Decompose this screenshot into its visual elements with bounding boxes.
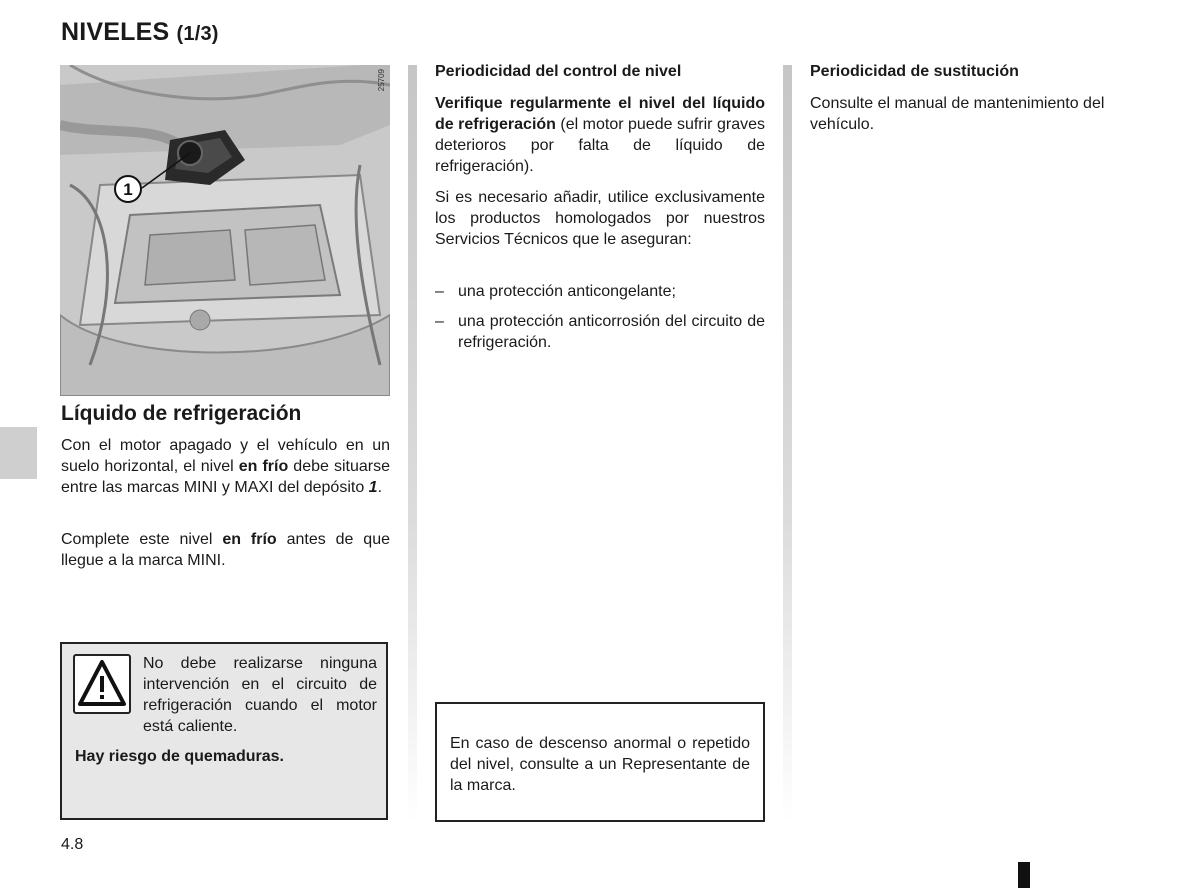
reference-number: 1: [368, 479, 378, 496]
warning-box: [60, 642, 388, 820]
text-run: Con el motor apagado y el vehículo en un suelo horizontal, el nivel: [61, 437, 390, 475]
warning-triangle-icon: [73, 654, 131, 714]
list-item: – una protección anticorrosión del circuito de refrigeración.: [435, 311, 765, 353]
text-run-bold: en frío: [238, 458, 289, 475]
text-run-bold: Verifique regularmente el nivel del líquido de refrigeración: [435, 95, 765, 133]
engine-bay-drawing: [60, 65, 390, 396]
note-box: [435, 702, 765, 822]
page-number: 4.8: [61, 836, 84, 853]
page-title-suffix: (1/3): [176, 23, 219, 45]
check-paragraph-2: Si es necesario añadir, utilice exclusivamente los productos homologados por nuestros Servicios Técnicos que le aseguran:: [435, 189, 765, 248]
check-paragraph-1: [435, 93, 765, 177]
coolant-paragraph-1: [61, 435, 390, 498]
warning-strong-text: Hay riesgo de quemaduras.: [75, 748, 284, 765]
engine-bay-illustration: [60, 65, 390, 396]
text-run-bold: en frío: [222, 531, 277, 548]
text-run: (el motor puede sufrir graves deterioros por falta de líquido de refrigeración).: [435, 116, 765, 175]
figure-code: 25709: [377, 69, 386, 92]
text-run: .: [377, 479, 383, 496]
protection-list: [435, 281, 765, 362]
page-title-main: NIVELES: [61, 18, 170, 46]
text-run: Complete este nivel: [61, 531, 223, 548]
warning-text: No debe realizarse ninguna intervención en el circuito de refrigeración cuando el motor está caliente.: [143, 655, 377, 735]
section-heading-check-interval: Periodicidad del control de nivel: [435, 63, 682, 80]
section-heading-coolant: Líquido de refrigeración: [61, 402, 302, 425]
replacement-paragraph: Consulte el manual de mantenimiento del vehículo.: [810, 95, 1105, 133]
section-tab-marker: [0, 427, 37, 479]
figure-callout-label: 1: [123, 180, 133, 199]
page-title: [61, 18, 219, 47]
list-item: – una protección anticongelante;: [435, 281, 765, 302]
text-run: debe situarse entre las marcas MINI y MAXI del depósito: [61, 458, 390, 496]
column-separator-2: [783, 65, 792, 822]
section-heading-replacement-interval: Periodicidad de sustitución: [810, 63, 1019, 80]
text-run: antes de que llegue a la marca MINI.: [61, 531, 390, 569]
note-text: En caso de descenso anormal o repetido del nivel, consulte a un Representante de la marca.: [450, 735, 750, 794]
column-separator-1: [408, 65, 417, 822]
coolant-paragraph-2: [61, 529, 390, 571]
corner-marker: [1018, 862, 1030, 888]
